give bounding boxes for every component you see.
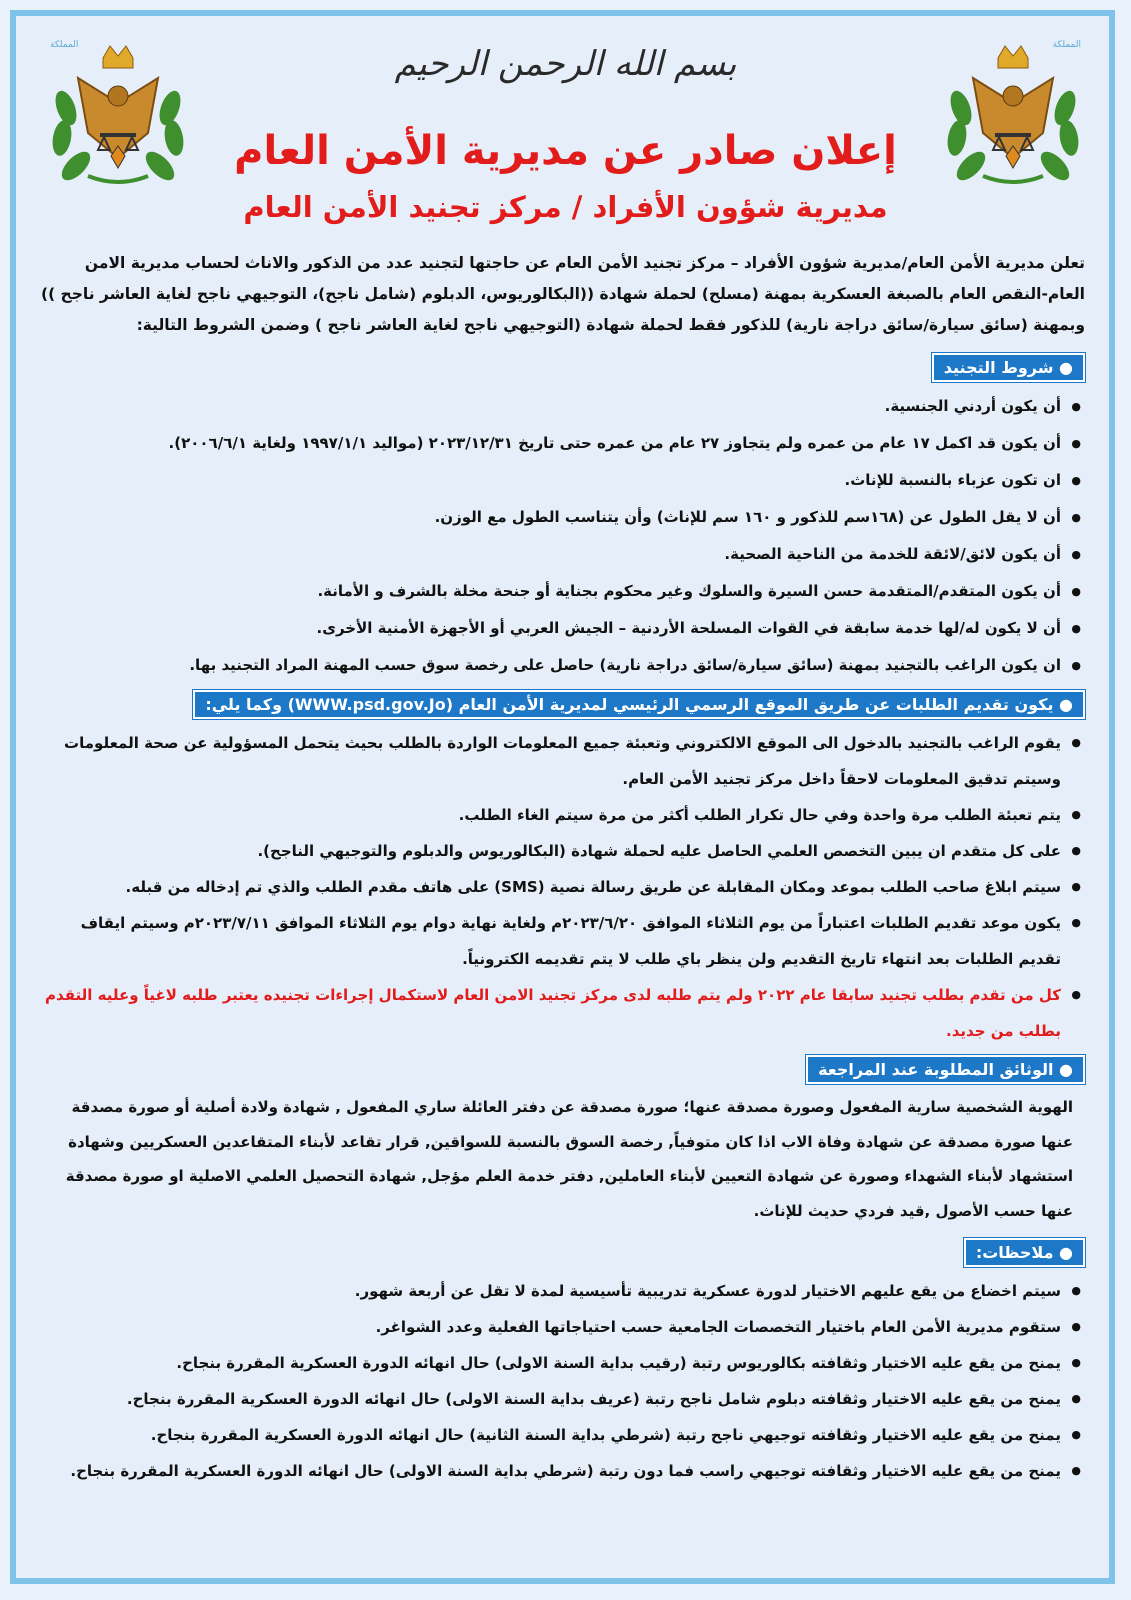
announcement-body (40, 248, 1085, 1489)
list-item: ● يتم تعبئة الطلب مرة واحدة وفي حال تكرار الطلب أكثر من مرة سيتم الغاء الطلب. (40, 797, 1085, 833)
list-item: ● أن لا يكون له/لها خدمة سابقة في القوات المسلحة الأردنية – الجيش العربي أو الأجهزة الأمنية الأخرى. (40, 610, 1085, 647)
list-item: ● سيتم ابلاغ صاحب الطلب بموعد ومكان المقابلة عن طريق رسالة نصية (SMS) على هاتف مقدم الطلب والذي تم إدخاله من قبله. (40, 869, 1085, 905)
page-subtitle: مديرية شؤون الأفراد / مركز تجنيد الأمن العام (243, 190, 888, 224)
list-item: ● على كل متقدم ان يبين التخصص العلمي الحاصل عليه لحملة شهادة (البكالوريوس والدبلوم والتوجيهي الناجح). (40, 833, 1085, 869)
section-heading-application: ● يكون تقديم الطلبات عن طريق الموقع الرسمي الرئيسي لمديرية الأمن العام (WWW.psd.gov.Jo) وكما يلي: (193, 690, 1085, 719)
documents-paragraph: الهوية الشخصية سارية المفعول وصورة مصدقة عنها؛ صورة مصدقة عن دفتر العائلة ساري المفعول , شهادة ولادة أصلية أو صورة مصدقة عنها صورة مصدقة عن شهادة وفاة الاب اذا كان متوفياً, رخصة السوق بالنسبة للسواقين, قرار تقاعد لأبناء المتقاعدين العسكريين وشهادة استشهاد لأبناء الشهداء وصورة عن شهادة التعيين لأبناء العاملين, دفتر خدمة العلم مؤجل, شهادة التحصيل العلمي الاصلية او صورة مصدقة عنها حسب الأصول ,قيد فردي حديث للإناث. (65, 1098, 1073, 1220)
list-item: ● ستقوم مديرية الأمن العام باختيار التخصصات الجامعية حسب احتياجاتها الفعلية وعدد الشواغر. (40, 1309, 1085, 1345)
watermark: المملكة (50, 40, 79, 50)
watermark: المملكة (1052, 40, 1081, 50)
basmala: بسم الله الرحمن الرحيم (394, 44, 737, 84)
intro-paragraph: تعلن مديرية الأمن العام/مديرية شؤون الأفراد – مركز تجنيد الأمن العام عن حاجتها لتجنيد عدد من الذكور والاناث لحساب مديرية الامن العام-النقص العام بالصبغة العسكرية بمهنة (مسلح) لحملة شهادة ((البكالوريوس، الدبلوم (شامل ناجح)، التوجيهي ناجح لغاية العاشر ناجح )) وبمهنة (سائق سيارة/سائق دراجة نارية) للذكور فقط لحملة شهادة (التوجيهي ناجح لغاية العاشر ناجح ) وضمن الشروط التالية: (40, 254, 1085, 334)
conditions-list (40, 388, 1085, 684)
list-item: ● يمنح من يقع عليه الاختيار وثقافته بكالوريوس رتبة (رقيب بداية السنة الاولى) حال انهائه الدورة العسكرية المقررة بنجاح. (40, 1345, 1085, 1381)
page-title: إعلان صادر عن مديرية الأمن العام (234, 128, 897, 174)
header (0, 0, 1131, 235)
list-item: ● يقوم الراغب بالتجنيد بالدخول الى الموقع الالكتروني وتعبئة جميع المعلومات الواردة بالطلب بحيث يتحمل المسؤولية عن صحة المعلومات وسيتم تدقيق المعلومات لاحقاً داخل مركز تجنيد الأمن العام. (40, 725, 1085, 797)
list-item: ● يكون موعد تقديم الطلبات اعتباراً من يوم الثلاثاء الموافق ٢٠٢٣/٦/٢٠م ولغاية نهاية دوام يوم الثلاثاء الموافق ٢٠٢٣/٧/١١م وسيتم ايقاف تقديم الطلبات بعد انتهاء تاريخ التقديم ولن ينظر باي طلب لا يتم تقديمه الكترونياً. (40, 905, 1085, 977)
list-item: ● ان يكون الراغب بالتجنيد بمهنة (سائق سيارة/سائق دراجة نارية) حاصل على رخصة سوق حسب المهنة المراد التجنيد بها. (40, 647, 1085, 684)
list-item: ● يمنح من يقع عليه الاختيار وثقافته دبلوم شامل ناجح رتبة (عريف بداية السنة الاولى) حال انهائه الدورة العسكرية المقررة بنجاح. (40, 1381, 1085, 1417)
list-item: ● يمنح من يقع عليه الاختيار وثقافته توجيهي راسب فما دون رتبة (شرطي بداية السنة الاولى) حال انهائه الدورة العسكرية المقررة بنجاح. (40, 1453, 1085, 1489)
list-item: ● ان تكون عزباء بالنسبة للإناث. (40, 462, 1085, 499)
section-heading-notes: ● ملاحظات: (964, 1238, 1085, 1267)
section-heading-conditions: ● شروط التجنيد (932, 353, 1085, 382)
list-item: ● أن يكون قد اكمل ١٧ عام من عمره ولم يتجاوز ٢٧ عام من عمره حتى تاريخ ٢٠٢٣/١٢/٣١ (مواليد ١٩٩٧/١/١ ولغاية ٢٠٠٦/٦/١). (40, 425, 1085, 462)
list-item: ● سيتم اخضاع من يقع عليهم الاختيار لدورة عسكرية تدريبية تأسيسية لمدة لا تقل عن أربعة شهور. (40, 1273, 1085, 1309)
list-item: ● أن لا يقل الطول عن (١٦٨سم للذكور و ١٦٠ سم للإناث) وأن يتناسب الطول مع الوزن. (40, 499, 1085, 536)
list-item: ● أن يكون المتقدم/المتقدمة حسن السيرة والسلوك وغير محكوم بجناية أو جنحة مخلة بالشرف و الأمانة. (40, 573, 1085, 610)
section-heading-documents: ● الوثائق المطلوبة عند المراجعة (806, 1055, 1085, 1084)
list-item: ● أن يكون أردني الجنسية. (40, 388, 1085, 425)
list-item: ● أن يكون لائق/لائقة للخدمة من الناحية الصحية. (40, 536, 1085, 573)
application-list (40, 725, 1085, 1049)
list-item: ● يمنح من يقع عليه الاختيار وثقافته توجيهي ناجح رتبة (شرطي بداية السنة الثانية) حال انهائه الدورة العسكرية المقررة بنجاح. (40, 1417, 1085, 1453)
list-item-warning: ● كل من تقدم بطلب تجنيد سابقا عام ٢٠٢٢ ولم يتم طلبه لدى مركز تجنيد الامن العام لاستكمال إجراءات تجنيده يعتبر طلبه لاغياً وعليه التقدم بطلب من جديد. (40, 977, 1085, 1049)
notes-list (40, 1273, 1085, 1489)
